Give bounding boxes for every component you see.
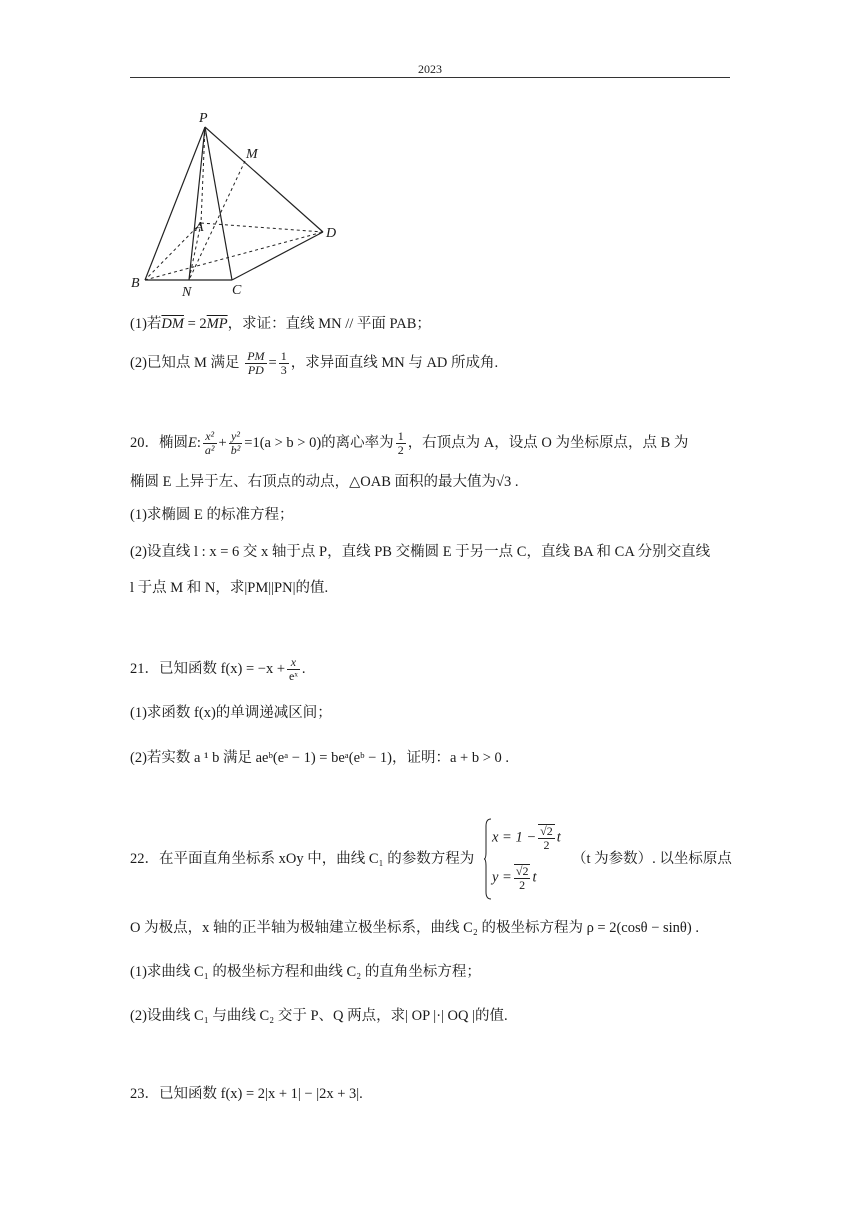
q22-stem-line1: 22．在平面直角坐标系 xOy 中，曲线 C₁ 的参数方程为 [130,851,475,867]
q22-part1: (1)求曲线 C₁ 的极坐标方程和曲线 C₂ 的直角坐标方程； [130,964,481,980]
edge-PN [189,127,205,280]
q22-eq-y: y = $\frac{√2}{2}$ t [492,864,537,892]
q22-stem-tail: （t 为参数）. 以坐标原点 [572,851,732,867]
q20-part2-line2: l 于点 M 和 N，求|PM||PN|的值. [130,580,329,596]
q21-stem: 21．已知函数 f(x) = −x + $\frac{x}{\text{eˣ}}$ . [130,655,306,683]
q21-part1: (1)求函数 f(x)的单调递减区间； [130,705,332,721]
label-M: M [246,147,258,162]
brace-icon [484,818,492,900]
label-D: D [326,226,337,241]
header-divider [130,77,730,78]
edge-CD [232,232,323,280]
edge-AD [201,223,323,232]
q22-eq-x: x = 1 − $\frac{√2}{2}$ t [492,824,561,852]
label-C: C [232,283,242,298]
q20-stem-line2: 椭圆 E 上异于左、右顶点的动点，△OAB 面积的最大值为√3 . [130,474,519,490]
q20-part1: (1)求椭圆 E 的标准方程； [130,507,294,523]
label-A: A [195,220,204,235]
q20-stem-line1: 20．椭圆E: $\frac{\text{x²}}{\text{a²}}$ + $\frac{\text{y²}}{\text{b²}}$ =1(a > b > 0)的离心率为 $\frac{1}{2}$ ，右顶点为 A，设点 O 为坐标原点，点 B 为 [130,429,689,457]
q22-parametric-system [484,818,574,902]
label-N: N [182,285,192,300]
q20-part2-line1: (2)设直线 l : x = 6 交 x 轴于点 P，直线 PB 交椭圆 E 于另一点 C，直线 BA 和 CA 分别交直线 [130,544,711,560]
pyramid-figure [125,105,355,300]
edge-PB [145,127,205,280]
q21-part2: (2)若实数 a ¹ b 满足 aeᵇ(eᵃ − 1) = beᵃ(eᵇ − 1)，证明：a + b > 0 . [130,750,510,766]
edge-BD [145,232,323,280]
q19-part1: (1)若$\overline{DM} = 2\overline{MP}$，求证：直线 MN // 平面 PAB； [130,316,431,332]
q22-stem-line2: O 为极点，x 轴的正半轴为极轴建立极坐标系，曲线 C₂ 的极坐标方程为 ρ = 2(cosθ − sinθ) . [130,920,699,936]
label-B: B [131,276,140,291]
page-header: 2023 [418,62,442,76]
q22-part2: (2)设曲线 C₁ 与曲线 C₂ 交于 P、Q 两点，求| OP |·| OQ |的值. [130,1008,508,1024]
edge-PD [205,127,323,232]
q23-stem: 23．已知函数 f(x) = 2|x + 1| − |2x + 3|. [130,1086,363,1102]
q19-part2: (2)已知点 M 满足 $\frac{PM}{PD}$ = $\frac{1}{3}$ ，求异面直线 MN 与 AD 所成角. [130,349,499,377]
edge-PC [205,127,232,280]
label-P: P [199,111,208,126]
